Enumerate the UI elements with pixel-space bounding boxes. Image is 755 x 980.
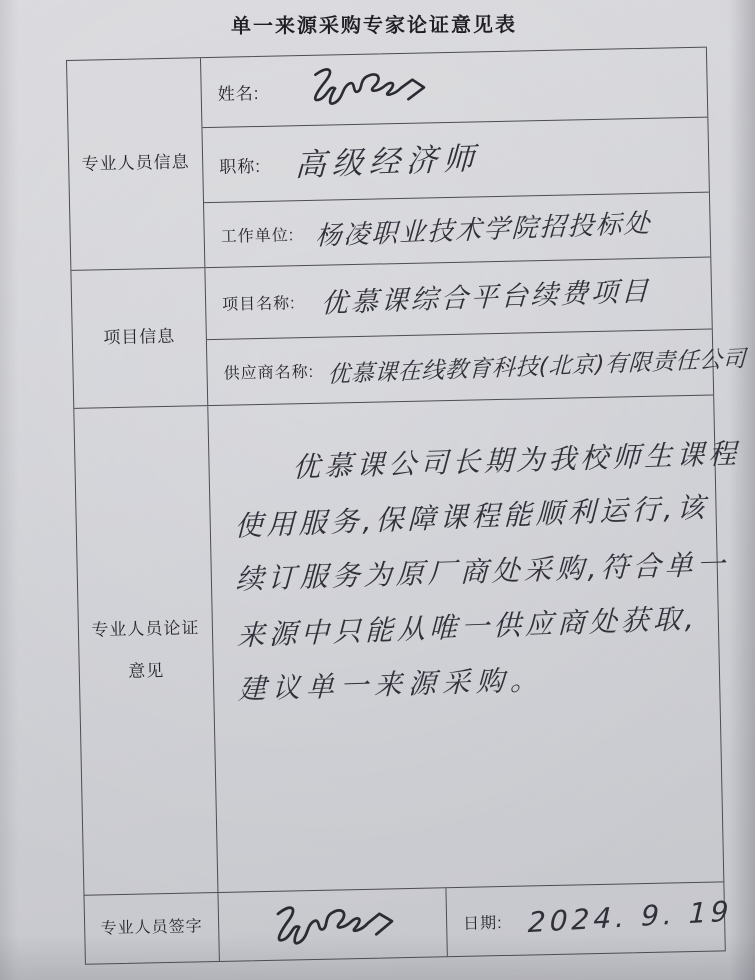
supplier-name-label: 供应商名称:	[223, 363, 315, 383]
form-table	[66, 47, 747, 965]
section-personnel	[67, 48, 710, 271]
supplier-name-value-handwritten: 优慕课在线教育科技(北京)有限责任公司	[327, 346, 747, 389]
project-name-value-handwritten: 优慕课综合平台续费项目	[320, 275, 652, 320]
signer-signature-icon	[218, 888, 447, 961]
opinion-label-line1: 专业人员论证	[91, 618, 200, 640]
date-cell	[446, 882, 733, 956]
section-label-project: 项目信息	[71, 268, 208, 408]
date-label: 日期:	[463, 914, 503, 933]
form-title: 单一来源采购专家论证意见表	[230, 14, 518, 38]
opinion-text-cell	[208, 396, 741, 892]
work-unit-value-handwritten: 杨凌职业技术学院招投标处	[315, 208, 653, 252]
opinion-line: 来源中只能从唯一供应商处获取,	[236, 601, 699, 653]
title-value-handwritten: 高级经济师	[294, 140, 481, 184]
opinion-label-line2: 意见	[128, 661, 165, 681]
field-row-work-unit	[204, 193, 710, 268]
opinion-line: 使用服务,保障课程能顺利运行,该	[234, 490, 709, 543]
opinion-line: 建议单一来源采购。	[237, 663, 545, 706]
project-name-label: 项目名称:	[221, 295, 296, 314]
opinion-line: 续订服务为原厂商处采购,符合单一	[235, 547, 730, 596]
name-signature-icon	[301, 58, 434, 117]
date-value-handwritten: 2024. 9. 19	[527, 894, 734, 939]
section-label-opinion	[74, 406, 218, 895]
title-label: 职称:	[219, 156, 262, 177]
section-signature	[85, 882, 734, 963]
field-row-name	[201, 48, 707, 129]
field-row-project-name	[205, 258, 711, 341]
field-row-title	[202, 118, 708, 204]
section-opinion	[74, 396, 741, 896]
opinion-line: 优慕课公司长期为我校师生课程	[291, 436, 741, 485]
work-unit-label: 工作单位:	[220, 226, 295, 246]
signer-label: 专业人员签字	[85, 893, 220, 964]
section-project	[71, 258, 747, 409]
section-label-personnel: 专业人员信息	[67, 58, 205, 270]
name-label: 姓名:	[217, 83, 260, 104]
field-row-supplier-name	[207, 330, 747, 406]
